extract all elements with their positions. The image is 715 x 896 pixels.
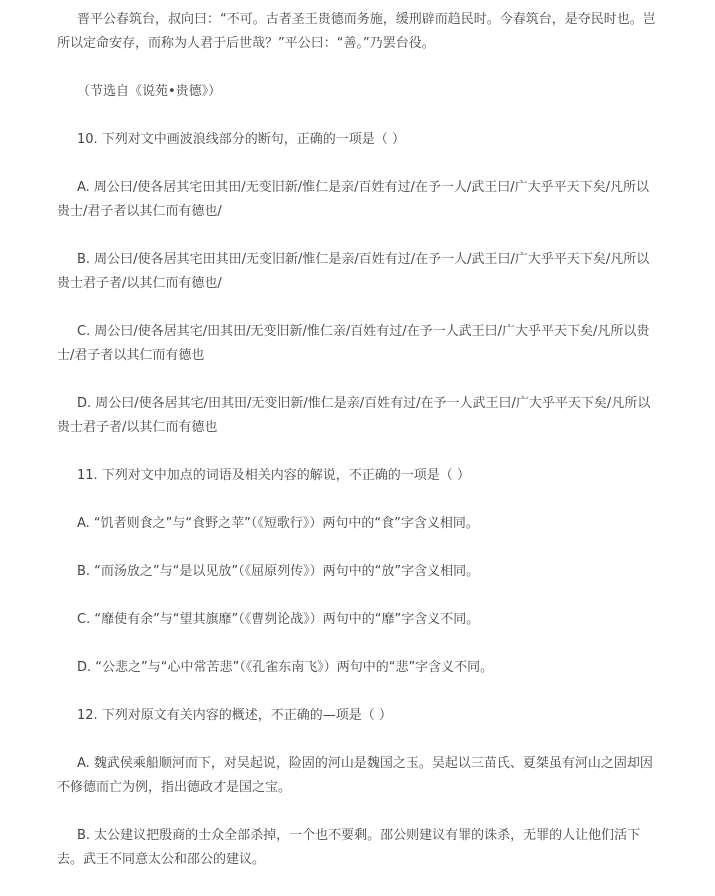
q10-option-b: B. 周公曰/使各居其宅田其田/无变旧新/惟仁是亲/百姓有过/在予一人/武王曰/广大乎平天下矣/凡所以贵士君子者/以其仁而有德也/ [57, 252, 650, 291]
question-10: 10. 下列对文中画波浪线部分的断句，正确的一项是（ ） [77, 132, 405, 147]
question-11: 11. 下列对文中加点的词语及相关内容的解说，不正确的一项是（ ） [77, 468, 470, 483]
q11-option-d: D. “公悲之”与“心中常苦悲”（《孔雀东南飞》）两句中的“悲”字含义不同。 [77, 660, 494, 675]
q11-option-b: B. “而汤放之”与“是以见放”（《屈原列传》）两句中的“放”字含义相同。 [77, 564, 480, 579]
q12-option-a: A. 魏武侯乘船顺河而下，对吴起说，险固的河山是魏国之玉。吴起以三苗氏、夏桀虽有河山之固却因不修德而亡为例，指出德政才是国之宝。 [57, 756, 653, 795]
article-body [57, 8, 657, 896]
q12-option-b: B. 太公建议把殷商的士众全部杀掉，一个也不要剩。邵公则建议有罪的诛杀，无罪的人让他们活下去。武王不同意太公和邵公的建议。 [57, 828, 641, 867]
q10-option-a: A. 周公曰/使各居其宅田其田/无变旧新/惟仁是亲/百姓有过/在予一人/武王曰/广大乎平天下矣/凡所以贵士/君子者以其仁而有德也/ [57, 180, 649, 219]
q11-option-a: A. “饥者则食之”与“食野之苹”（《短歌行》）两句中的“食”字含义相同。 [77, 516, 479, 531]
q10-option-c: C. 周公曰/使各居其宅/田其田/无变旧新/惟仁亲/百姓有过/在予一人武王曰/广大乎平天下矣/凡所以贵士/君子者以其仁而有德也 [57, 324, 650, 363]
question-12: 12. 下列对原文有关内容的概述，不正确的—项是（ ） [77, 708, 392, 723]
q11-option-c: C. “靡使有余”与“望其旗靡”（《曹刿论战》）两句中的“靡”字含义不同。 [77, 612, 480, 627]
passage-paragraph: 晋平公春筑台，叔向曰：“不可。古者圣王贵德而务施，缓刑辟而趋民时。今春筑台，是夺民时也。岂所以定命安存，而称为人君于后世哉？”平公曰：“善。”乃罢台役。 [57, 12, 656, 51]
q10-option-d: D. 周公曰/使各居其宅/田其田/无变旧新/惟仁是亲/百姓有过/在予一人武王曰/广大乎平天下矣/凡所以贵士君子者/以其仁而有德也 [57, 396, 651, 435]
source-citation: （节选自《说苑•贵德》） [77, 84, 222, 99]
